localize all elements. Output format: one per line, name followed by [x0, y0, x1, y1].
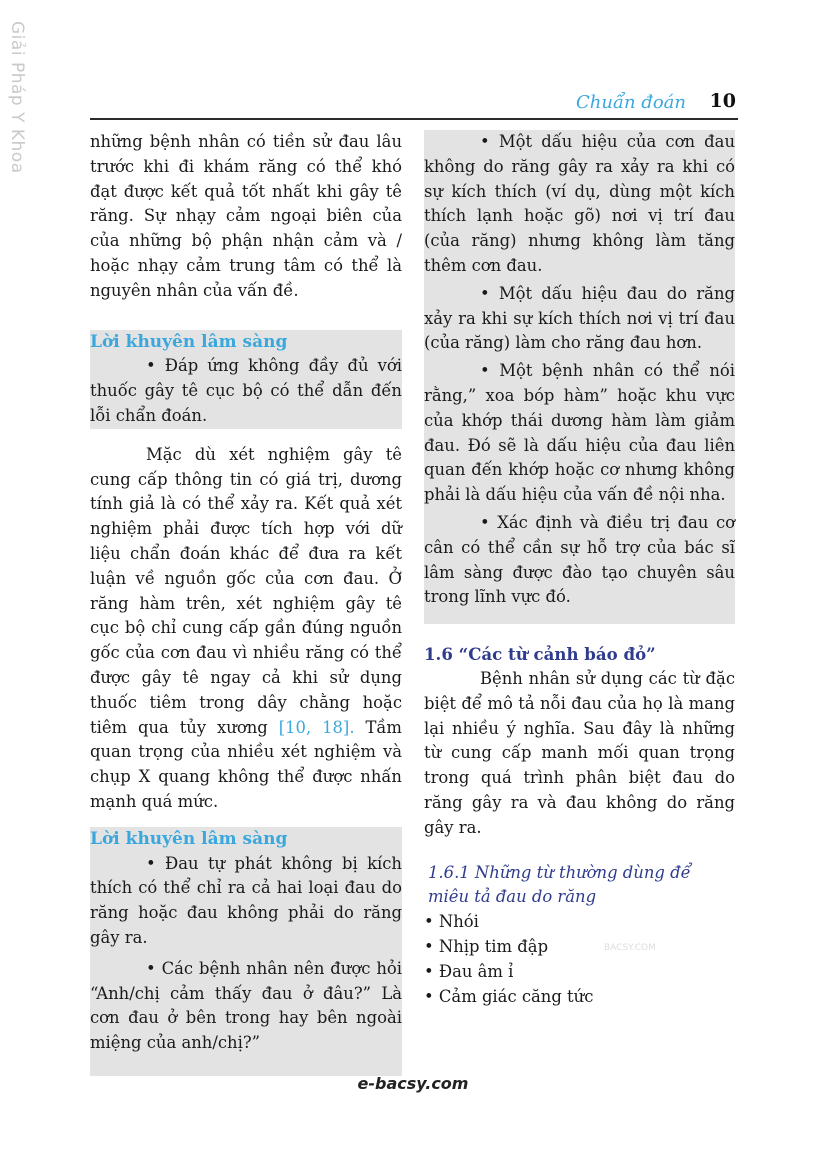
left-column: [90, 130, 402, 1076]
clinical-tip-bullet: • Một bệnh nhân có thể nói rằng,” xoa bóp hàm” hoặc khu vực của khớp thái dương hàm làm giảm đau. Đó sẽ là dấu hiệu của đau liên quan đến khớp hoặc cơ nhưng không phải là dấu hiệu của vấn đề nội nha.: [424, 361, 735, 505]
word-list: [424, 910, 735, 1009]
page-header: [90, 88, 738, 120]
paragraph-text: Mặc dù xét nghiệm gây tê cung cấp thông tin có giá trị, dương tính giả là có thể xảy ra. Kết quả xét nghiệm phải được tích hợp với dữ liệu chẩn đoán khác để đưa ra kết luận về nguồn gốc của cơn đau. Ở răng hàm trên, xét nghiệm gây tê cục bộ chỉ cung cấp gần đúng nguồn gốc của cơn đau vì nhiều răng có thể được gây tê ngay cả khi sử dụng thuốc tiêm trong dây chằng hoặc tiêm qua tủy xương: [90, 444, 402, 737]
section-heading: 1.6 “Các từ cảnh báo đỏ”: [424, 644, 656, 665]
clinical-tip-box: [424, 130, 735, 624]
paragraph-text: Tầm quan trọng của nhiều xét nghiệm và chụp X quang không thể được nhấn mạnh quá mức.: [90, 717, 402, 811]
clinical-tip-box: [90, 330, 402, 429]
clinical-tip-heading: Lời khuyên lâm sàng: [90, 828, 288, 849]
watermark: BACSY.COM: [604, 943, 656, 953]
paragraph: những bệnh nhân có tiền sử đau lâu trước khi đi khám răng có thể khó đạt được kết quả tốt nhất khi gây tê răng. Sự nhạy cảm ngoại biên của của những bộ phận nhận cảm và / hoặc nhạy cảm trung tâm có thể là nguyên nhân của vấn đề.: [90, 132, 402, 300]
clinical-tip-heading: Lời khuyên lâm sàng: [90, 331, 288, 352]
clinical-tip-bullet: • Một dấu hiệu đau do răng xảy ra khi sự kích thích nơi vị trí đau (của răng) làm cho răng đau hơn.: [424, 283, 735, 353]
chapter-title: Chuẩn đoán: [576, 92, 686, 113]
paragraph: Bệnh nhân sử dụng các từ đặc biệt để mô tả nỗi đau của họ là mang lại nhiều ý nghĩa. Sau đây là những từ cung cấp manh mối quan trọng trong quá trình phân biệt đau do răng gây ra và đau không do răng gây ra.: [424, 668, 735, 837]
clinical-tip-bullet: • Đau tự phát không bị kích thích có thể chỉ ra cả hai loại đau do răng hoặc đau không phải do răng gây ra.: [90, 853, 402, 947]
list-item: • Nhịp tim đập: [424, 936, 549, 956]
list-item: • Cảm giác căng tức: [424, 986, 594, 1006]
page-number: 10: [709, 90, 736, 112]
clinical-tip-box: [90, 827, 402, 1076]
clinical-tip-bullet: • Xác định và điều trị đau cơ cân có thể cần sự hỗ trợ của bác sĩ lâm sàng được đào tạo chuyên sâu trong lĩnh vực đó.: [424, 512, 735, 607]
right-column: [424, 130, 735, 1009]
paragraph: [90, 443, 402, 815]
list-item: • Đau âm ỉ: [424, 961, 514, 981]
clinical-tip-bullet: • Đáp ứng không đầy đủ với thuốc gây tê cục bộ có thể dẫn đến lỗi chẩn đoán.: [90, 356, 402, 425]
page-footer: e-bacsy.com: [357, 1074, 469, 1093]
list-item: • Nhói: [424, 912, 479, 932]
subsection-heading: 1.6.1 Những từ thường dùng để miêu tả đau do răng: [428, 862, 691, 907]
clinical-tip-bullet: • Các bệnh nhân nên được hỏi “Anh/chị cảm thấy đau ở đâu?” Là cơn đau ở bên trong hay bên ngoài miệng của anh/chị?”: [90, 958, 402, 1053]
citation-link[interactable]: [10, 18].: [278, 717, 355, 737]
clinical-tip-bullet: • Một dấu hiệu của cơn đau không do răng gây ra xảy ra khi có sự kích thích (ví dụ, dùng một kích thích lạnh hoặc gõ) nơi vị trí đau (của răng) nhưng không làm tăng thêm cơn đau.: [424, 132, 735, 275]
side-running-title: Giải Pháp Y Khoa: [7, 21, 27, 174]
